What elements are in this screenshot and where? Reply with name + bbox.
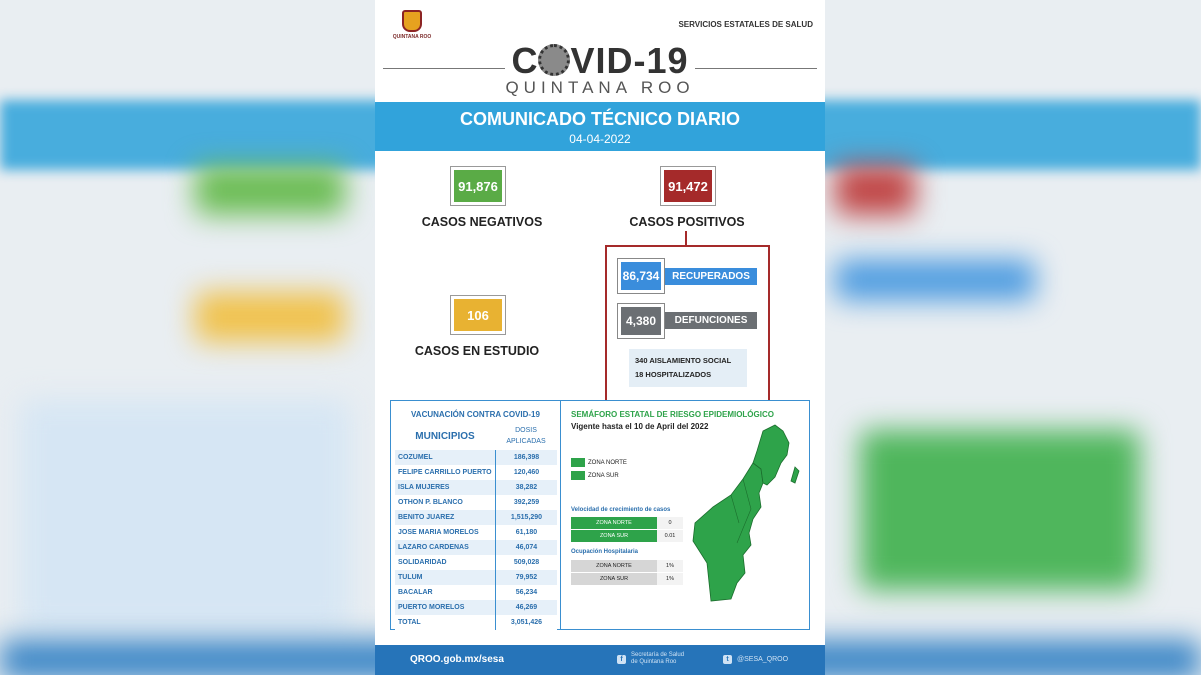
zone-cell: ZONA SUR bbox=[571, 573, 657, 585]
facebook-line1: Secretaría de Salud bbox=[631, 652, 685, 658]
table-row bbox=[571, 560, 683, 572]
semaforo-validity: Vigente hasta el 10 de April del 2022 bbox=[571, 422, 709, 431]
table-row bbox=[571, 530, 683, 542]
covid-title bbox=[375, 40, 825, 82]
vaccination-section bbox=[391, 401, 561, 629]
background-blob bbox=[835, 165, 915, 215]
table-row bbox=[395, 450, 557, 465]
study-cases-box bbox=[450, 295, 506, 335]
municipio-cell: PUERTO MORELOS bbox=[398, 604, 465, 611]
municipio-cell: BACALAR bbox=[398, 589, 433, 596]
background-blob bbox=[20, 400, 350, 630]
negative-cases-value: 91,876 bbox=[454, 170, 502, 202]
negative-cases-label: CASOS NEGATIVOS bbox=[421, 215, 543, 229]
value-cell: 0 bbox=[657, 517, 683, 529]
positive-cases-label: CASOS POSITIVOS bbox=[629, 215, 745, 229]
covid-subtitle: QUINTANA ROO bbox=[505, 78, 695, 97]
municipio-cell: ISLA MUJERES bbox=[398, 484, 450, 491]
positive-cases-value: 91,472 bbox=[664, 170, 712, 202]
value-cell: 1% bbox=[657, 560, 683, 572]
map-cozumel bbox=[791, 467, 799, 483]
vaccination-title: VACUNACIÓN CONTRA COVID-19 bbox=[411, 410, 540, 419]
covid-title-rest: VID-19 bbox=[570, 40, 689, 81]
municipio-cell: COZUMEL bbox=[398, 454, 433, 461]
municipios-header: MUNICIPIOS bbox=[415, 430, 475, 442]
study-cases-value: 106 bbox=[454, 299, 502, 331]
dosis-cell: 120,460 bbox=[495, 465, 557, 480]
facebook-link[interactable] bbox=[617, 652, 684, 666]
hospitalized-stat: 18 HOSPITALIZADOS bbox=[635, 370, 712, 379]
virus-icon bbox=[538, 44, 570, 76]
zone-cell: ZONA NORTE bbox=[571, 560, 657, 572]
background-blob bbox=[860, 430, 1140, 590]
table-row bbox=[571, 517, 683, 529]
municipio-cell: FELIPE CARRILLO PUERTO bbox=[398, 469, 492, 476]
map-zona-sur bbox=[693, 463, 763, 601]
facebook-icon: f bbox=[617, 655, 626, 664]
ocupacion-table bbox=[571, 560, 683, 586]
logo-text: QUINTANA ROO bbox=[392, 34, 432, 40]
value-cell: 1% bbox=[657, 573, 683, 585]
table-row bbox=[395, 570, 557, 585]
velocidad-title: Velocidad de crecimiento de casos bbox=[571, 507, 671, 513]
dosis-cell: 61,180 bbox=[495, 525, 557, 540]
municipio-cell: LAZARO CARDENAS bbox=[398, 544, 469, 551]
report-title: COMUNICADO TÉCNICO DIARIO bbox=[460, 109, 740, 129]
table-row bbox=[395, 480, 557, 495]
study-cases-label: CASOS EN ESTUDIO bbox=[414, 344, 540, 358]
dosis-cell: 46,074 bbox=[495, 540, 557, 555]
twitter-icon: t bbox=[723, 655, 732, 664]
extra-stats bbox=[629, 349, 747, 387]
report-date: 04-04-2022 bbox=[569, 132, 631, 146]
deaths-box bbox=[617, 303, 665, 339]
dosis-cell: 79,952 bbox=[495, 570, 557, 585]
covid-title-c: C bbox=[511, 40, 539, 81]
poster bbox=[375, 0, 825, 675]
vaccination-table-header bbox=[395, 423, 557, 449]
legend-sur-label: ZONA SUR bbox=[588, 472, 619, 479]
municipio-cell: BENITO JUAREZ bbox=[398, 514, 455, 521]
coat-of-arms-icon bbox=[402, 10, 422, 32]
dosis-cell: 46,269 bbox=[495, 600, 557, 615]
state-logo bbox=[389, 10, 435, 40]
dosis-cell: 3,051,426 bbox=[495, 615, 557, 630]
municipio-cell: TULUM bbox=[398, 574, 423, 581]
municipio-cell: OTHON P. BLANCO bbox=[398, 499, 463, 506]
table-row bbox=[571, 573, 683, 585]
table-row bbox=[395, 525, 557, 540]
positive-cases-box bbox=[660, 166, 716, 206]
semaforo-title: SEMÁFORO ESTATAL DE RIESGO EPIDEMIOLÓGICO bbox=[571, 410, 774, 419]
dosis-cell: 38,282 bbox=[495, 480, 557, 495]
semaforo-section bbox=[563, 401, 809, 629]
table-row bbox=[395, 585, 557, 600]
zone-cell: ZONA NORTE bbox=[571, 517, 657, 529]
table-row bbox=[395, 510, 557, 525]
bottom-panel bbox=[390, 400, 810, 630]
report-header bbox=[375, 102, 825, 151]
deaths-value: 4,380 bbox=[621, 307, 661, 335]
twitter-handle: @SESA_QROO bbox=[737, 656, 789, 663]
recovered-label: RECUPERADOS bbox=[665, 268, 757, 285]
dosis-cell: 392,259 bbox=[495, 495, 557, 510]
background-blob bbox=[195, 292, 345, 342]
recovered-value: 86,734 bbox=[621, 262, 661, 290]
deaths-label: DEFUNCIONES bbox=[665, 312, 757, 329]
dosis-cell: 186,398 bbox=[495, 450, 557, 465]
facebook-line2: de Quintana Roo bbox=[631, 659, 677, 665]
dosis-cell: 509,028 bbox=[495, 555, 557, 570]
table-row bbox=[395, 600, 557, 615]
dosis-header: DOSIS APLICADAS bbox=[506, 427, 546, 445]
table-row bbox=[395, 495, 557, 510]
velocidad-table bbox=[571, 517, 683, 543]
municipio-cell: TOTAL bbox=[398, 619, 421, 626]
legend-sur bbox=[571, 471, 619, 480]
background-blob bbox=[835, 260, 1035, 300]
value-cell: 0.01 bbox=[657, 530, 683, 542]
twitter-link[interactable] bbox=[723, 655, 788, 664]
green-swatch-icon bbox=[571, 458, 585, 467]
legend-norte bbox=[571, 458, 627, 467]
ocupacion-title: Ocupación Hospitalaria bbox=[571, 549, 639, 555]
municipio-cell: SOLIDARIDAD bbox=[398, 559, 447, 566]
positive-connector bbox=[685, 231, 687, 245]
green-swatch-icon bbox=[571, 471, 585, 480]
legend-norte-label: ZONA NORTE bbox=[588, 459, 627, 466]
zone-cell: ZONA SUR bbox=[571, 530, 657, 542]
isolation-stat: 340 AISLAMIENTO SOCIAL bbox=[635, 356, 732, 365]
recovered-box bbox=[617, 258, 665, 294]
table-row-total bbox=[395, 615, 557, 630]
table-row bbox=[395, 540, 557, 555]
dosis-cell: 1,515,290 bbox=[495, 510, 557, 525]
background-blob bbox=[195, 165, 345, 215]
dosis-cell: 56,234 bbox=[495, 585, 557, 600]
footer bbox=[375, 645, 825, 675]
quintana-roo-map bbox=[691, 423, 803, 603]
municipio-cell: JOSE MARIA MORELOS bbox=[398, 529, 479, 536]
vaccination-table bbox=[395, 450, 557, 630]
table-row bbox=[395, 555, 557, 570]
table-row bbox=[395, 465, 557, 480]
website-link[interactable]: QROO.gob.mx/sesa bbox=[410, 654, 504, 665]
negative-cases-box bbox=[450, 166, 506, 206]
organization-name: SERVICIOS ESTATALES DE SALUD bbox=[678, 20, 813, 29]
